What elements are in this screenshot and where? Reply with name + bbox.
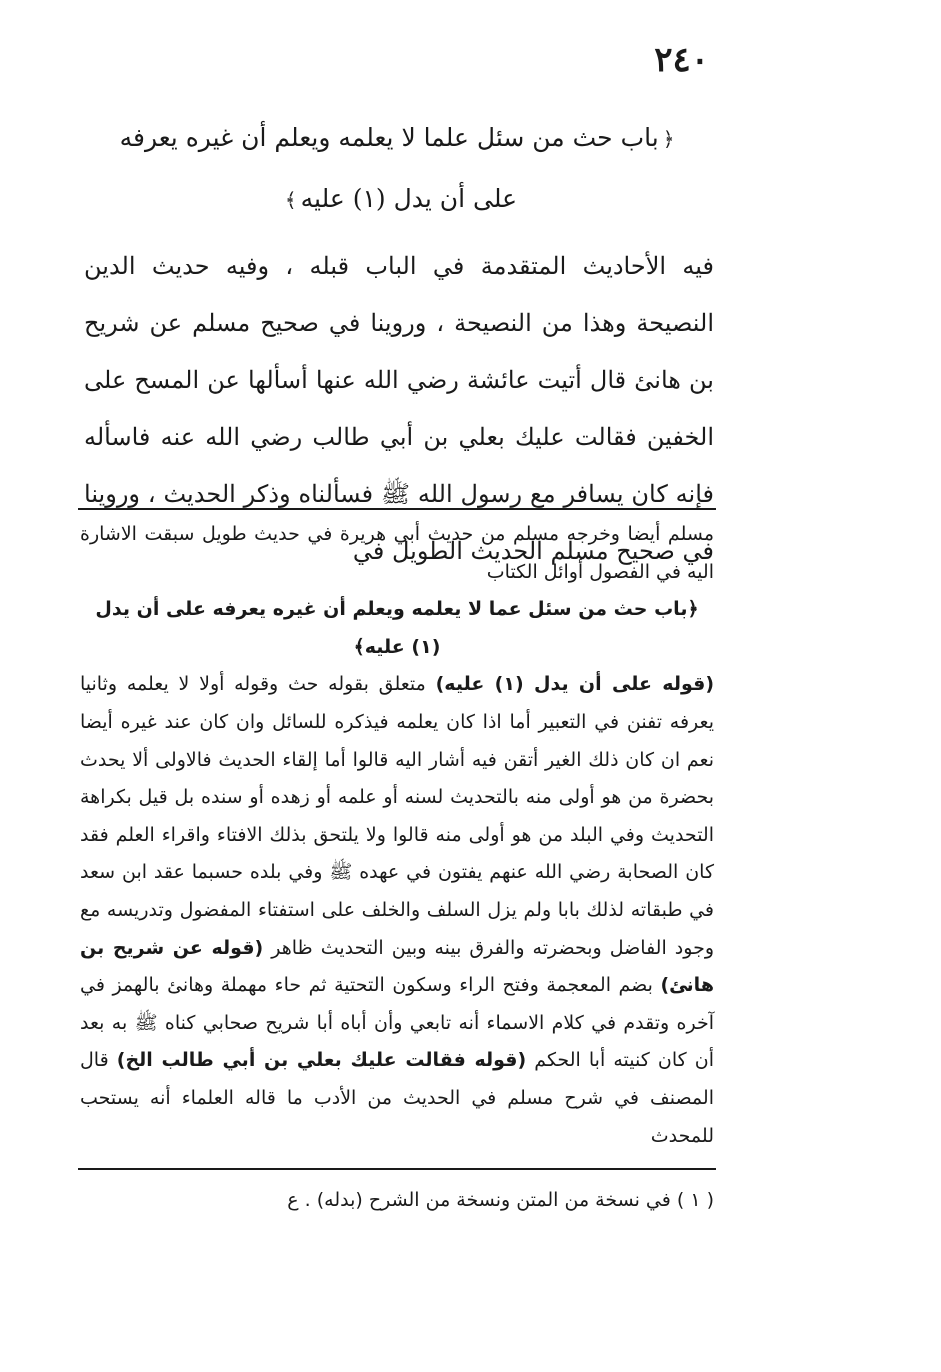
title-close-ornament: ﴾ [284,188,297,212]
footnote: ( ١ ) في نسخة من المتن ونسخة من الشرح (بدله) . ع [287,1189,714,1211]
commentary-body [80,666,714,1155]
separator-rule-top [78,508,716,510]
commentary-segment-3: قال المصنف في شرح مسلم في الحديث من الأدب ما قاله العلماء أنه يستحب للمحدث [80,1049,714,1147]
chapter-title-line-2 [84,169,714,230]
commentary-continuation: مسلم أيضا وخرجه مسلم من حديث أبي هريرة في حديث طويل سبقت الاشارة اليه في الفصول أوائل الكتاب [80,523,714,583]
page-number: ٢٤٠ [654,40,709,80]
commentary-keyword-3: (قوله فقالت عليك بعلي بن أبي طالب الخ) [116,1049,527,1072]
commentary-chapter-title: ﴿باب حث من سئل عما لا يعلمه ويعلم أن غيره يعرفه على أن يدل (١) عليه﴾ [95,598,699,658]
separator-rule-bottom [78,1168,716,1170]
commentary-keyword-2: (قوله عن شريح بن هانئ) [80,936,714,997]
chapter-title-text-2: على أن يدل (١) عليه [300,184,518,213]
commentary-block [80,516,714,1155]
commentary-segment-2: بضم المعجمة وفتح الراء وسكون التحتية ثم حاء مهملة وهانئ بالهمز في آخره وتقدم في كلام الاسماء أنه تابعي وأن أباه أبا شريح صحابي كناه ﷺ به بعد أن كان كنيته أبا الحكم [80,974,714,1072]
commentary-segment-1: متعلق بقوله حث وقوله أولا لا يعلمه وثانيا يعرفه تفنن في التعبير أما اذا كان يعلمه فيذكره للسائل وان كان عند غيره أيضا نعم ان كان ذلك الغير أتقن فيه أشار اليه قالوا أما إلقاء الحديث فالاولى ألا يحدث بحضرة من هو أولى منه بالتحديث لسنه أو علمه أو زهده أو سنده بل قيل بكراهة التحديث وفي البلد من هو أولى منه قالوا ولا يلتحق بذلك الافتاء واقراء العلم فقد كان الصحابة رضي الله عنهم يفتون في عهده ﷺ وفي بلده حسبما عقد ابن سعد في طبقاته لذلك بابا ولم يزل السلف والخلف على استفتاء المفضول وتدريسه مع وجود الفاضل وبحضرته والفرق بينه وبين التحديث ظاهر [80,673,714,959]
title-open-ornament: ﴿ [662,127,675,151]
main-paragraph: فيه الأحاديث المتقدمة في الباب قبله ، وفيه حديث الدين النصيحة وهذا من النصيحة ، وروينا في صحيح مسلم عن شريح بن هانئ قال أتيت عائشة رضي الله عنها أسألها عن المسح على الخفين فقالت عليك بعلي بن أبي طالب رضي الله عنه فاسأله فإنه كان يسافر مع رسول الله ﷺ فسألناه وذكر الحديث ، وروينا في صحيح مسلم الحديث الطويل في [84,252,715,565]
chapter-title-line-1 [84,108,714,169]
chapter-title-text-1: باب حث من سئل علما لا يعلمه ويعلم أن غيره يعرفه [119,123,659,152]
commentary-keyword-1: (قوله على أن يدل (١) عليه) [435,673,715,696]
